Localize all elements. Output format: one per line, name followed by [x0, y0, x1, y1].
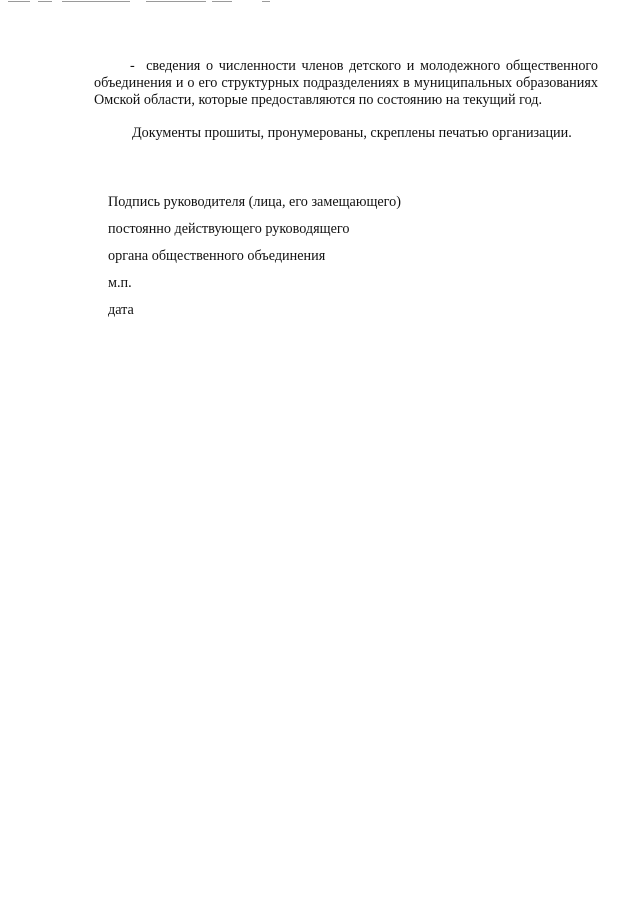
- document-body: [94, 58, 598, 142]
- signature-block: [108, 194, 401, 329]
- info-paragraph: [94, 58, 598, 109]
- list-dash: -: [130, 58, 135, 74]
- date-label: дата: [108, 302, 134, 318]
- scan-mark: [8, 1, 30, 2]
- scan-mark: [62, 1, 130, 2]
- signature-line-body: постоянно действующего руководящего: [108, 221, 350, 237]
- documents-note: Документы прошиты, пронумерованы, скреплены печатью организации.: [132, 125, 572, 141]
- scan-mark: [146, 1, 206, 2]
- signature-line-head: Подпись руководителя (лица, его замещающего): [108, 194, 401, 210]
- info-paragraph-text: сведения о численности членов детского и молодежного общественного объединения и о его структурных подразделениях в муниципальных образованиях Омской области, которые предоставляются по состоянию на текущий год.: [94, 58, 598, 108]
- scan-artifact-marks: [0, 0, 640, 6]
- stamp-place-label: м.п.: [108, 275, 132, 291]
- signature-line-organ: органа общественного объединения: [108, 248, 326, 264]
- scan-mark: [38, 1, 52, 2]
- scan-mark: [262, 1, 270, 2]
- scan-mark: [212, 1, 232, 2]
